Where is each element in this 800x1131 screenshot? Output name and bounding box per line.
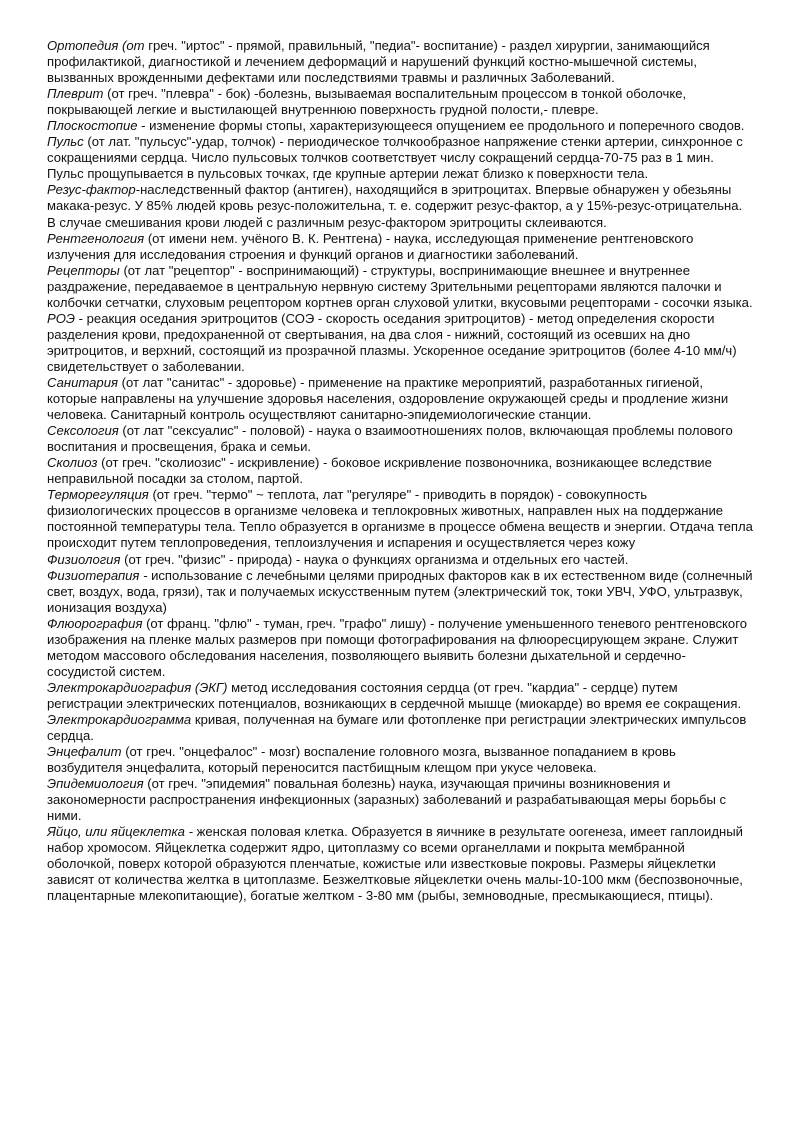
definition: женская половая клетка. Образуется в яичнике в результате оогенеза, имеет гаплоидный набор хромосом. Яйцеклетка содержит ядро, цитоплазму со всеми органеллами и покрыта мембранной оболочкой, поверх которой образуются пленчатые, кожистые или известковые покровы. Размеры яйцеклетки зависят от количества желтка в цитоплазме. Безжелтковые яйцеклетки очень малы-10-100 мкм (беспозвоночные, плацентарные млекопитающие), богатые желтком - 3-80 мм (рыбы, земноводные, пресмыкающиеся, птицы). <box>47 824 743 904</box>
glossary-entry-sanitation <box>47 375 753 423</box>
glossary-entry-pulse <box>47 134 753 182</box>
glossary-entry-radiology <box>47 231 753 263</box>
term: Физиотерапия - <box>47 567 148 583</box>
term: Электрокардиограмма <box>47 711 192 727</box>
definition: (от имени нем. учёного В. К. Рентгена) - наука, исследующая применение рентгеновского излучения для исследования строения и функций органов и диагностики заболеваний. <box>47 230 694 262</box>
glossary-entry-fluorography <box>47 616 753 680</box>
definition: - реакция оседания эритроцитов (СОЭ - скорость оседания эритроцитов) - метод определения скорости разделения крови, предохраненной от свертывания, на два слоя - нижний, состоящий из осевших на дно эритроцитов, и верхний, состоящий из прозрачной плазмы. Ускоренное оседание эритроцитов (более 4-10 мм/ч) свидетельствует о заболевании. <box>47 310 737 374</box>
glossary-entry-egg-cell <box>47 824 753 904</box>
definition: (от лат "сексуалис" - половой) - наука о взаимоотношениях полов, включающая проблемы полового воспитания и просвещения, брака и семьи. <box>47 423 733 455</box>
term: Ортопедия (от <box>47 38 145 53</box>
glossary-entry-electrocardiogram <box>47 712 753 744</box>
term: Плеврит <box>47 86 104 102</box>
term: Рентгенология <box>47 230 145 246</box>
glossary-entry-pleurisy <box>47 86 753 118</box>
glossary-entry-physiology <box>47 552 753 568</box>
term: Сколиоз <box>47 455 98 471</box>
term: Пульс <box>47 134 84 150</box>
glossary-entry-rh-factor <box>47 182 753 230</box>
glossary-entry-sexology <box>47 423 753 455</box>
term: Санитария <box>47 374 118 390</box>
definition: (от греч. "сколиозис" - искривление) - боковое искривление позвоночника, возникающее вследствие неправильной посадки за столом, партой. <box>47 455 712 487</box>
glossary-entry-physiotherapy <box>47 568 753 616</box>
term: Плоскостопие <box>47 118 138 134</box>
definition: -наследственный фактор (антиген), находящийся в эритроцитах. Впервые обнаружен у обезьяны макака-резус. У 85% людей кровь резус-положительна, т. е. содержит резус-фактор, а у 15%-резус-отрицательна. В случае смешивания крови людей с различным резус-фактором эритроциты склеиваются. <box>47 182 743 230</box>
glossary-entry-receptors <box>47 263 753 311</box>
glossary-page <box>47 38 753 905</box>
definition: (от лат "рецептор" - воспринимающий) - структуры, воспринимающие внешнее и внутреннее раздражение, передаваемое в центральную нервную систему Зрительными рецепторами являются палочки и колбочки сетчатки, слуховым рецептором кортнев орган слуховой улитки, вкусовыми рецепторами - сосочки языка. <box>47 262 753 310</box>
term: Физиология <box>47 551 121 567</box>
term: Эпидемиология <box>47 776 144 792</box>
definition: - изменение формы стопы, характеризующееся опущением ее продольного и поперечного сводов. <box>137 118 745 134</box>
glossary-entry-orthopedics <box>47 38 753 86</box>
glossary-entry-scoliosis <box>47 455 753 487</box>
term: Электрокардиография (ЭКГ) <box>47 679 228 695</box>
glossary-entry-epidemiology <box>47 776 753 824</box>
definition: греч. "иртос" - прямой, правильный, "педиа"- воспитание) - раздел хирургии, занимающийся профилактикой, диагностикой и лечением деформаций и нарушений функций костно-мышечной системы, вызванных врожденными дефектами или последствиями травмы и различных Заболеваний. <box>47 38 710 86</box>
glossary-entry-esr <box>47 311 753 375</box>
glossary-entry-encephalitis <box>47 744 753 776</box>
definition: (от греч. "термо" ~ теплота, лат "регуляре" - приводить в порядок) - совокупность физиологических процессов в организме человека и теплокровных животных, направлен ных на поддержание постоянной температуры тела. Тепло образуется в организме в процессе обмена веществ и энергии. Отдача тепла происходит путем теплопроведения, теплоизлучения и испарения и осуществляется через кожу <box>47 487 753 551</box>
definition: метод исследования состояния сердца (от греч. "кардиа" - сердце) путем регистрации электрических потенциалов, возникающих в сердечной мышце (миокарде) во время ее сокращения. <box>47 679 742 711</box>
definition: кривая, полученная на бумаге или фотопленке при регистрации электрических импульсов сердца. <box>47 711 747 744</box>
definition: использование с лечебными целями природных факторов как в их естественном виде (солнечный свет, воздух, вода, грязи), так и получаемых искусственным путем (электрический ток, токи УВЧ, УФО, ультразвук, ионизация воздуха) <box>47 567 753 615</box>
term: Резус-фактор <box>47 182 136 198</box>
glossary-entry-flatfoot <box>47 118 753 134</box>
term: Яйцо, или яйцеклетка - <box>47 824 193 840</box>
term: РОЭ <box>47 310 76 326</box>
term: Флюорография <box>47 615 143 631</box>
definition: (от греч. "физис" - природа) - наука о функциях организма и отдельных его частей. <box>120 551 629 567</box>
definition: (от лат "санитас" - здоровье) - применение на практике мероприятий, разработанных гигиеной, которые направлены на улучшение здоровья населения, оздоровление окружающей среды и продление жизни человека. Санитарный контроль осуществляют санитарно-эпидемиологические станции. <box>47 374 729 423</box>
term: Сексология <box>47 423 119 439</box>
definition: (от лат. "пульсус"-удар, толчок) - периодическое толчкообразное напряжение стенки артерии, синхронное с сокращениями сердца. Число пульсовых толчков соответствует числу сокращений сердца-70-75 раз в 1 мин. Пульс прощупывается в пульсовых точках, где крупные артерии лежат близко к поверхности тела. <box>47 134 743 182</box>
definition: (от греч. "эпидемия" повальная болезнь) наука, изучающая причины возникновения и закономерности распространения инфекционных (заразных) заболеваний и разрабатывающая меры борьбы с ними. <box>47 776 727 824</box>
definition: (от франц. "флю" - туман, греч. "графо" лишу) - получение уменьшенного теневого рентгеновского изображения на пленке малых размеров при помощи фотографирования на флюоресцирующем экране. Служит методом массового обследования населения, позволяющего выявить болезни дыхательной и сердечно-сосудистой систем. <box>47 615 747 679</box>
term: Рецепторы <box>47 262 120 278</box>
term: Энцефалит <box>47 744 122 760</box>
glossary-entry-electrocardiography <box>47 680 753 712</box>
glossary-entry-thermoregulation <box>47 487 753 551</box>
definition: (от греч. "плевра" - бок) -болезнь, вызываемая воспалительным процессом в тонкой оболочке, покрывающей легкие и выстилающей внутреннюю поверхность грудной полости,- плевре. <box>47 86 687 118</box>
term: Терморегуляция <box>47 487 149 503</box>
definition: (от греч. "онцефалос" - мозг) воспаление головного мозга, вызванное попаданием в кровь возбудителя энцефалита, который переносится пастбищным клещом при укусе человека. <box>47 744 676 776</box>
